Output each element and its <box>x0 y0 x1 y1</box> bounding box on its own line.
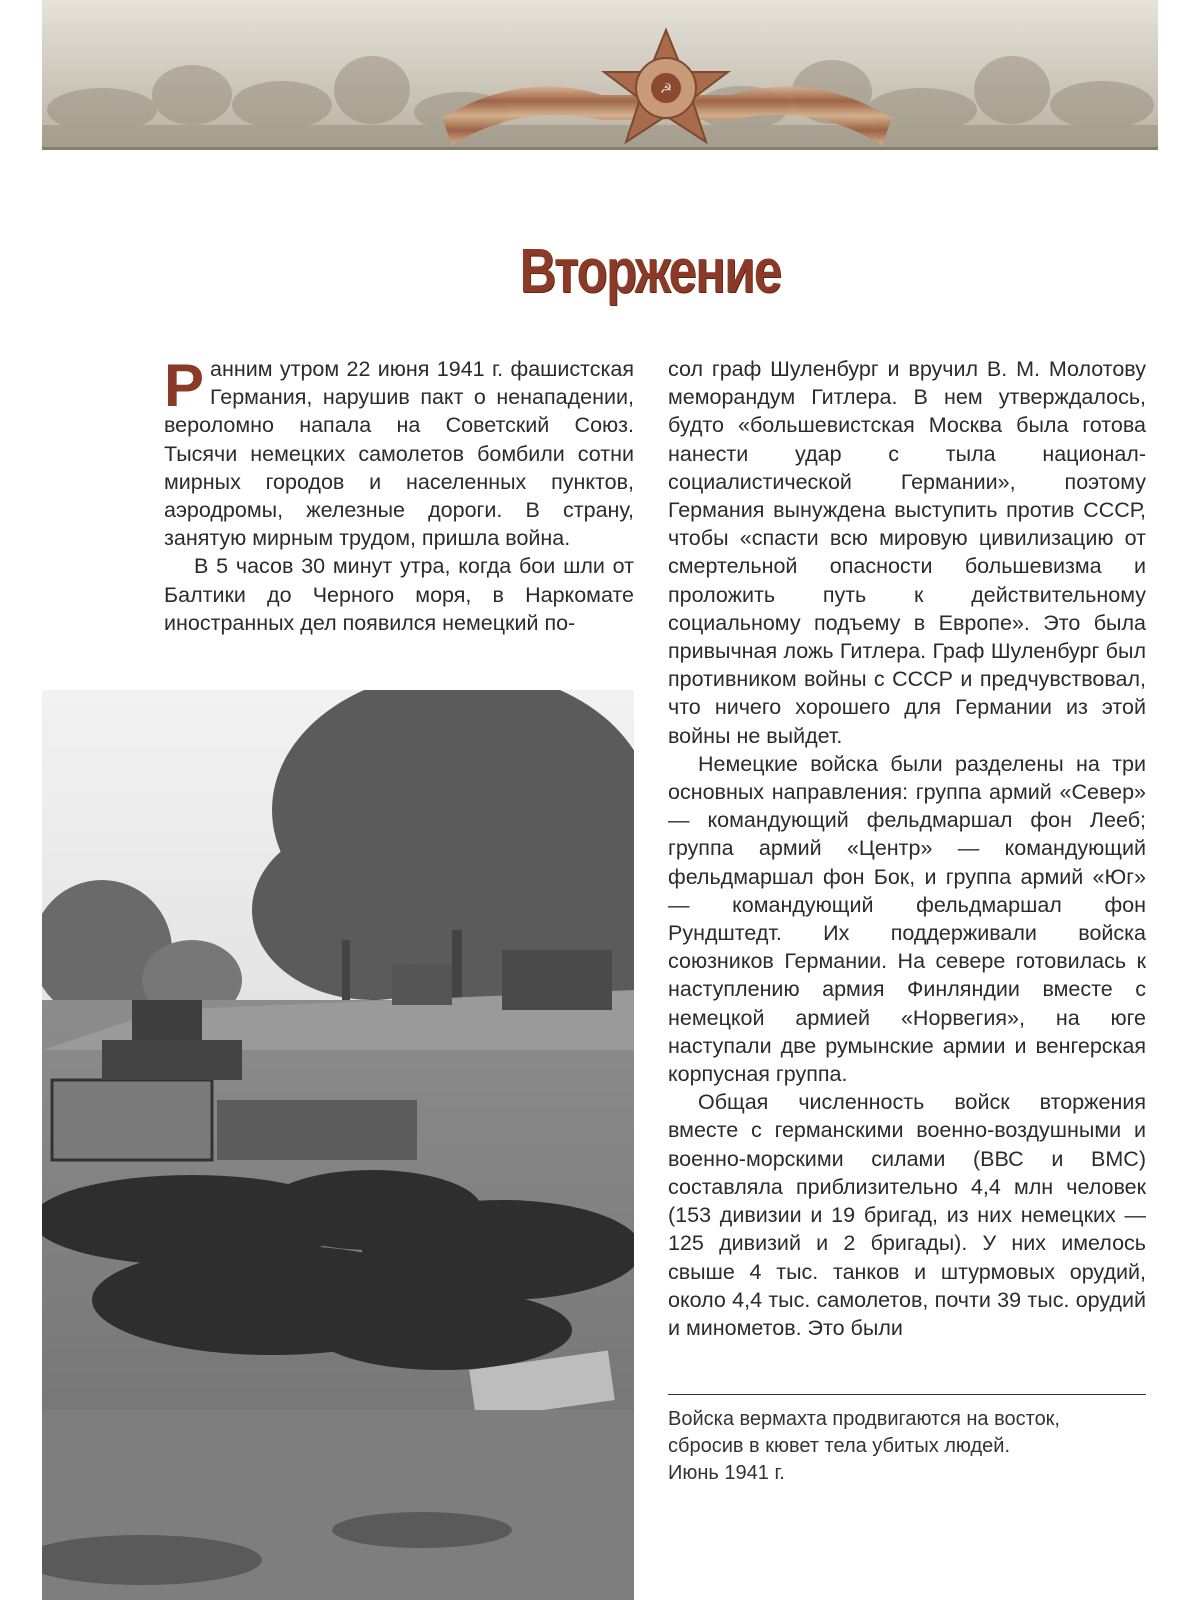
caption-line: Войска вермахта продвигаются на восток, <box>668 1408 1060 1430</box>
caption-divider <box>668 1394 1146 1395</box>
text-column-right <box>668 355 1146 1342</box>
paragraph: Общая численность войск вторжения вместе с германскими военно-воздушными и военно-морскими силами (ВВС и ВМС) составляла приблизительно 4,4 млн человек (153 дивизии и 19 бригад, из них немецких — 125 дивизий и 2 бригады). У них имелось свыше 4 тыс. танков и штурмовых орудий, около 4,4 тыс. самолетов, почти 39 тыс. орудий и минометов. Это были <box>668 1090 1146 1340</box>
drop-cap: Р <box>164 352 205 419</box>
header-banner <box>42 0 1158 150</box>
banner-artwork <box>42 0 1158 150</box>
page-title: Вторжение <box>519 237 781 306</box>
caption-line: Июнь 1941 г. <box>668 1462 785 1484</box>
caption-line: сбросив в кювет тела убитых людей. <box>668 1435 1011 1457</box>
paragraph <box>164 352 634 552</box>
text-column-left <box>164 352 634 637</box>
svg-text:☭: ☭ <box>659 81 673 97</box>
photo-image <box>42 690 634 1600</box>
photo-caption <box>668 1406 1146 1487</box>
war-photograph <box>42 690 634 1600</box>
paragraph: В 5 часов 30 минут утра, когда бои шли от Балтики до Черного моря, в Наркомате иностранных дел появился немецкий по- <box>164 554 634 635</box>
paragraph-text: анним утром 22 июня 1941 г. фашистская Германия, нарушив пакт о ненападении, вероломно напала на Советский Союз. Тысячи немецких самолетов бомбили сотни мирных городов и населенных пунктов, аэродромы, железные дороги. В страну, занятую мирным трудом, пришла война. <box>164 357 634 551</box>
paragraph: Немецкие войска были разделены на три основных направления: группа армий «Север» — командующий фельдмаршал фон Лееб; группа армий «Центр» — командующий фельдмаршал фон Бок, и группа армий «Юг» — командующий фельдмаршал фон Рундштедт. Их поддерживали войска союзников Германии. На севере готовилась к наступлению армия Финляндии вместе с немецкой армией «Норвегия», на юге наступали две румынские армии и венгерская корпусная группа. <box>668 751 1146 1087</box>
paragraph: сол граф Шуленбург и вручил В. М. Молотову меморандум Гитлера. В нем утверждалось, будто «большевистская Москва была готова нанести удар с тыла национал-социалистической Германии», поэтому Германия вынуждена выступить против СССР, чтобы «спасти всю мировую цивилизацию от смертельной опасности большевизма и проложить путь к действительному социальному подъему в Европе». Это была привычная ложь Гитлера. Граф Шуленбург был противником войны с СССР и предчувствовал, что ничего хорошего для Германии из этой войны не выйдет. <box>668 357 1146 748</box>
